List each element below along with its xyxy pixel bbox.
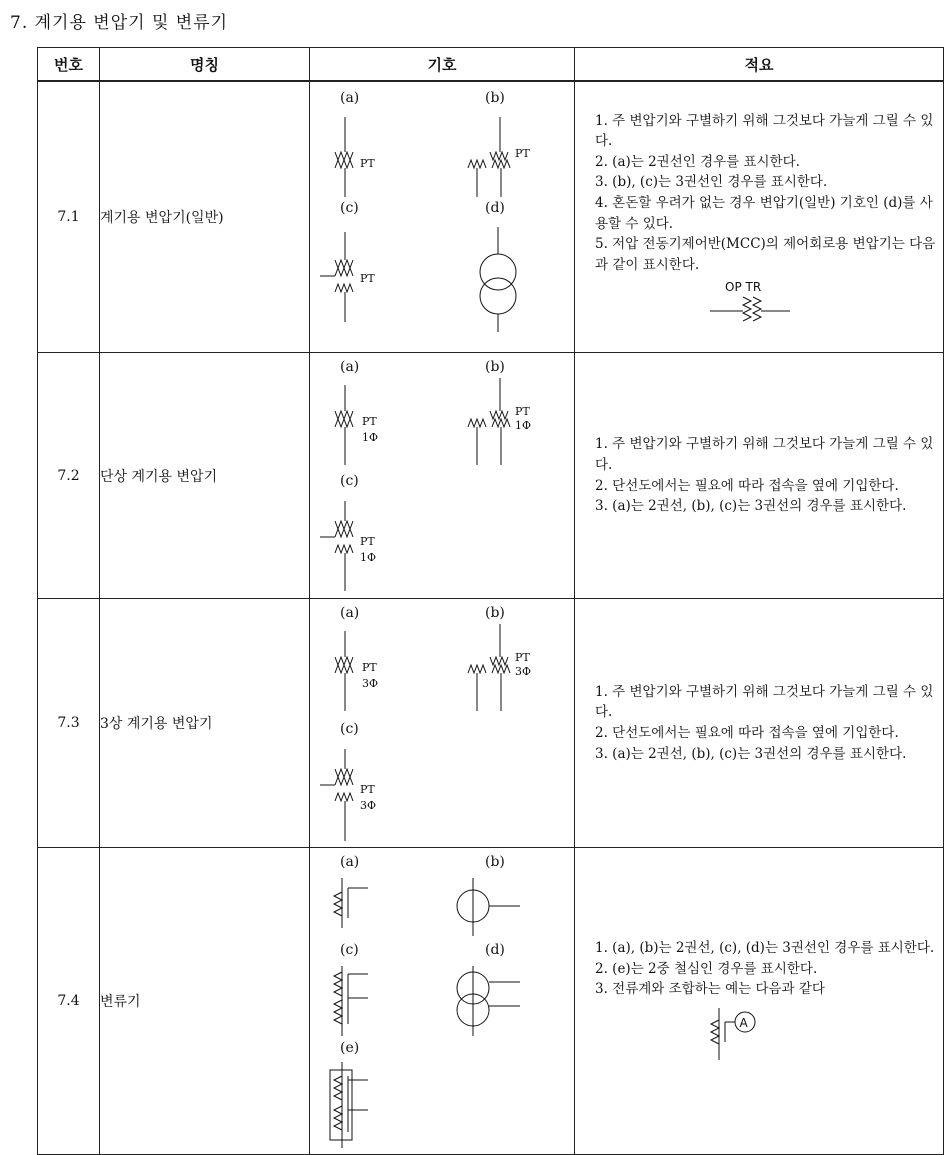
row-number: 7.3 <box>38 599 100 848</box>
row-name: 변류기 <box>100 848 310 1155</box>
row-number: 7.1 <box>38 81 100 353</box>
phase-label: 1Φ <box>362 431 379 444</box>
label-a: (a) <box>340 605 360 621</box>
table-row <box>38 81 944 353</box>
ct-2winding-icon <box>334 878 368 928</box>
row-number: 7.4 <box>38 848 100 1155</box>
table-row <box>38 848 944 1155</box>
notes-list <box>575 682 943 764</box>
pt-label: PT <box>515 147 530 160</box>
pt-2winding-icon <box>335 631 353 711</box>
note-item: 1. 주 변압기와 구별하기 위해 그것보다 가늘게 그릴 수 있다. <box>595 683 934 721</box>
row-symbols <box>310 848 575 1155</box>
note-item: 4. 혼돈할 우려가 없는 경우 변압기(일반) 기호인 (d)를 사용할 수 있다. <box>595 195 933 232</box>
table-row <box>38 599 944 848</box>
notes-list <box>575 111 943 275</box>
symbol-table <box>37 47 944 1155</box>
pt-label: PT <box>360 535 375 548</box>
note-item: 5. 저압 전동기제어반(MCC)의 제어회로용 변압기는 다음과 같이 표시한다. <box>595 236 936 273</box>
page-title: 7. 계기용 변압기 및 변류기 <box>10 13 229 33</box>
row-notes <box>575 848 944 1155</box>
header-no: 번호 <box>38 48 100 82</box>
pt-label: PT <box>515 651 530 664</box>
pt-3winding-side-icon <box>320 749 353 841</box>
label-b: (b) <box>485 605 505 621</box>
pt-three-phase-symbols <box>310 599 575 847</box>
pt-label: PT <box>362 415 377 428</box>
label-e: (e) <box>340 1040 360 1056</box>
note-item: 3. 전류계와 조합하는 예는 다음과 같다 <box>595 981 825 998</box>
pt-label: PT <box>360 157 375 170</box>
header-row <box>38 48 944 82</box>
label-c: (c) <box>340 721 359 737</box>
row-notes <box>575 81 944 353</box>
pt-label: PT <box>360 783 375 796</box>
notes-list <box>575 434 943 516</box>
ct-double-circle-icon <box>457 966 520 1036</box>
pt-2winding-icon <box>335 117 353 197</box>
note-item: 3. (a)는 2권선, (b), (c)는 3권선의 경우를 표시한다. <box>595 745 907 762</box>
phase-label: 3Φ <box>360 799 377 812</box>
ct-symbols <box>310 848 575 1154</box>
row-notes <box>575 353 944 599</box>
row-symbols <box>310 81 575 353</box>
pt-single-phase-symbols <box>310 353 575 598</box>
ammeter-label: A <box>739 1015 748 1030</box>
label-a: (a) <box>340 854 360 870</box>
ct-3winding-icon <box>334 966 368 1036</box>
label-b: (b) <box>485 854 505 870</box>
phase-label: 1Φ <box>360 551 377 564</box>
pt-2winding-icon <box>335 385 353 465</box>
header-name: 명칭 <box>100 48 310 82</box>
notes-list <box>575 938 943 1000</box>
note-item: 1. (a), (b)는 2권선, (c), (d)는 3권선인 경우를 표시한다. <box>595 940 935 957</box>
table-row <box>38 353 944 599</box>
label-c: (c) <box>340 942 359 958</box>
pt-3winding-side-icon <box>320 232 353 322</box>
row-symbols <box>310 599 575 848</box>
label-a: (a) <box>340 359 360 375</box>
pt-general-symbols <box>310 82 575 352</box>
label-b: (b) <box>485 359 505 375</box>
phase-label: 1Φ <box>515 419 532 432</box>
optr-label: OP TR <box>725 280 762 295</box>
pt-3winding-side-icon <box>320 501 353 591</box>
label-d: (d) <box>485 942 505 958</box>
ct-ammeter-icon <box>705 1004 795 1064</box>
pt-3winding-icon <box>468 117 510 197</box>
label-a: (a) <box>340 90 360 106</box>
note-item: 1. 주 변압기와 구별하기 위해 그것보다 가늘게 그릴 수 있다. <box>595 436 934 473</box>
header-notes: 적요 <box>575 48 944 82</box>
note-item: 3. (a)는 2권선, (b), (c)는 3권선의 경우를 표시한다. <box>595 498 907 515</box>
phase-label: 3Φ <box>515 665 532 678</box>
note-item: 2. 단선도에서는 필요에 따라 접속을 옆에 기입한다. <box>595 477 899 494</box>
label-c: (c) <box>340 473 359 489</box>
label-d: (d) <box>485 200 505 216</box>
note-item: 2. 단선도에서는 필요에 따라 접속을 옆에 기입한다. <box>595 725 899 741</box>
row-symbols <box>310 353 575 599</box>
row-name: 계기용 변압기(일반) <box>100 81 310 353</box>
transformer-general-icon <box>480 227 516 332</box>
note-item: 1. 주 변압기와 구별하기 위해 그것보다 가늘게 그릴 수 있다. <box>595 112 934 150</box>
ct-circle-icon <box>457 878 520 936</box>
pt-3winding-icon <box>468 624 510 711</box>
row-number: 7.2 <box>38 353 100 599</box>
header-symbol: 기호 <box>310 48 575 82</box>
row-name: 단상 계기용 변압기 <box>100 353 310 599</box>
note-item: 2. (a)는 2권선인 경우를 표시한다. <box>595 153 800 170</box>
note-item: 3. (b), (c)는 3권선인 경우를 표시한다. <box>595 174 828 191</box>
phase-label: 3Φ <box>362 677 379 690</box>
pt-label: PT <box>360 272 375 285</box>
row-name: 3상 계기용 변압기 <box>100 599 310 848</box>
label-c: (c) <box>340 200 359 216</box>
pt-3winding-icon <box>468 378 510 465</box>
note-item: 2. (e)는 2중 철심인 경우를 표시한다. <box>595 960 818 977</box>
ct-double-core-icon <box>330 1062 368 1148</box>
pt-label: PT <box>362 661 377 674</box>
pt-label: PT <box>515 405 530 418</box>
row-notes <box>575 599 944 848</box>
op-tr-icon <box>705 279 795 323</box>
label-b: (b) <box>485 90 505 106</box>
